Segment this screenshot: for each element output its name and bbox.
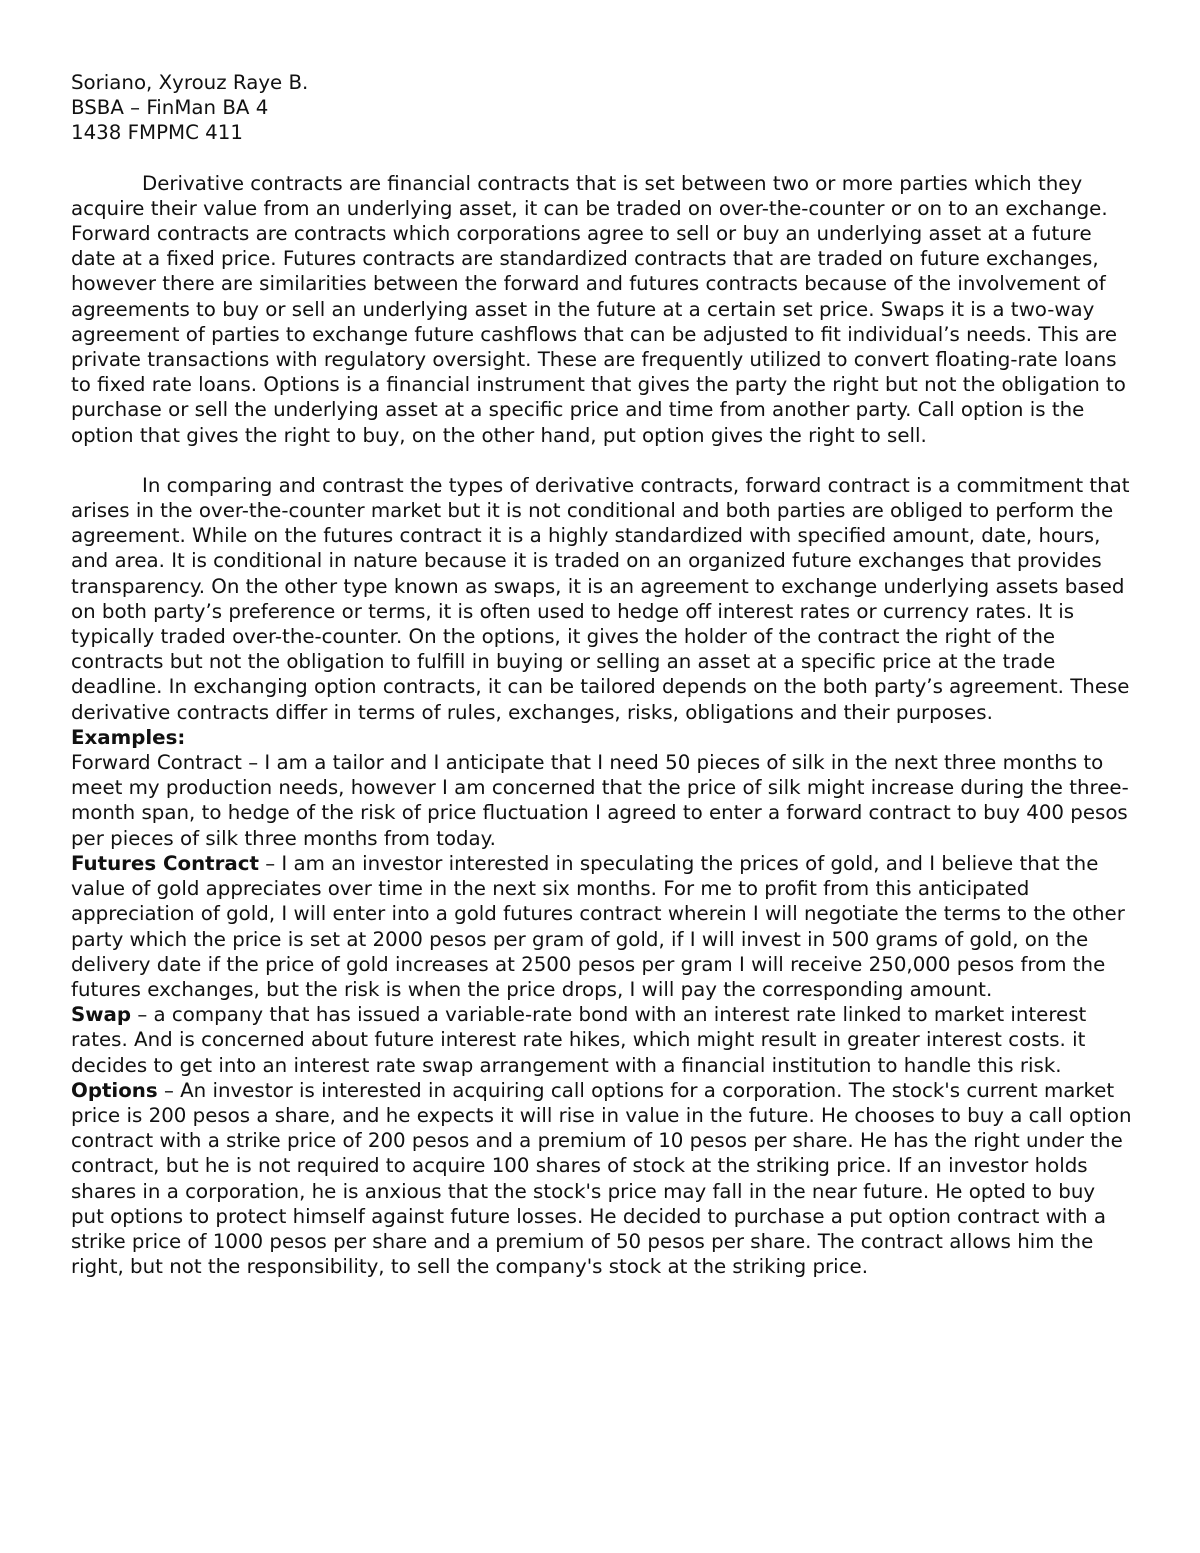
- futures-term: Futures Contract: [71, 851, 259, 875]
- futures-text: – I am an investor interested in speculating the prices of gold, and I believe that the value of gold appreciates over time in the next six months. For me to profit from this anticipated appreciation of gold, I will enter into a gold futures contract wherein I will negotiate the terms to the other party which the price is set at 2000 pesos per gram of gold, if I will invest in 500 grams of gold, on the delivery date if the price of gold increases at 2500 pesos per gram I will receive 250,000 pesos from the futures exchanges, but the risk is when the price drops, I will pay the corresponding amount.: [71, 851, 1125, 1001]
- examples-heading: Examples:: [71, 725, 186, 749]
- course-line: 1438 FMPMC 411: [71, 121, 243, 145]
- paragraph-definitions: Derivative contracts are financial contracts that is set between two or more parties which they acquire their value from an underlying asset, it can be traded on over-the-counter or on to an exchange. Forward contracts are contracts which corporations agree to sell or buy an underlying asset at a future date at a fixed price. Futures contracts are standardized contracts that are traded on future exchanges, however there are similarities between the forward and futures contracts because of the involvement of agreements to buy or sell an underlying asset in the future at a certain set price. Swaps it is a two-way agreement of parties to exchange future cashflows that can be adjusted to fit individual’s needs. This are private transactions with regulatory oversight. These are frequently utilized to convert floating-rate loans to fixed rate loans. Options is a financial instrument that gives the party the right but not the obligation to purchase or sell the underlying asset at a specific price and time from another party. Call option is the option that gives the right to buy, on the other hand, put option gives the right to sell.: [71, 171, 1126, 447]
- spacer: [71, 448, 1133, 473]
- paragraph-comparison: In comparing and contrast the types of derivative contracts, forward contract is a commitment that arises in the over-the-counter market but it is not conditional and both parties are obliged to perform the agreement. While on the futures contract it is a highly standardized with specified amount, date, hours, and area. It is conditional in nature because it is traded on an organized future exchanges that provides transparency. On the other type known as swaps, it is an agreement to exchange underlying assets based on both party’s preference or terms, it is often used to hedge off interest rates or currency rates. It is typically traded over-the-counter. On the options, it gives the holder of the contract the right of the contracts but not the obligation to fulfill in buying or selling an asset at a specific price at the trade deadline. In exchanging option contracts, it can be tailored depends on the both party’s agreement. These derivative contracts differ in terms of rules, exchanges, risks, obligations and their purposes.: [71, 473, 1130, 724]
- program-line: BSBA – FinMan BA 4: [71, 96, 269, 120]
- options-term: Options: [71, 1078, 158, 1102]
- author-name: Soriano, Xyrouz Raye B.: [71, 71, 309, 94]
- document-page: [71, 70, 1133, 1279]
- swap-text: – a company that has issued a variable-rate bond with an interest rate linked to market interest rates. And is concerned about future interest rate hikes, which might result in greater interest costs. it decides to get into an interest rate swap arrangement with a financial institution to handle this risk.: [71, 1003, 1087, 1077]
- example-swap-options: [71, 1002, 1133, 1279]
- example-forward: Forward Contract – I am a tailor and I anticipate that I need 50 pieces of silk in the next three months to meet my production needs, however I am concerned that the price of silk might increase during the three-month span, to hedge of the risk of price fluctuation I agreed to enter a forward contract to buy 400 pesos per pieces of silk three months from today.: [71, 751, 1129, 850]
- swap-term: Swap: [71, 1003, 132, 1027]
- options-text: – An investor is interested in acquiring call options for a corporation. The stock's current market price is 200 pesos a share, and he expects it will rise in value in the future. He chooses to buy a call option contract with a strike price of 200 pesos and a premium of 10 pesos per share. He has the right under the contract, but he is not required to acquire 100 shares of stock at the striking price. If an investor holds shares in a corporation, he is anxious that the stock's price may fall in the near future. He opted to buy put options to protect himself against future losses. He decided to purchase a put option contract with a strike price of 1000 pesos per share and a premium of 50 pesos per share. The contract allows him the right, but not the responsibility, to sell the company's stock at the striking price.: [71, 1078, 1132, 1279]
- spacer: [71, 146, 1133, 171]
- example-futures: [71, 851, 1133, 1002]
